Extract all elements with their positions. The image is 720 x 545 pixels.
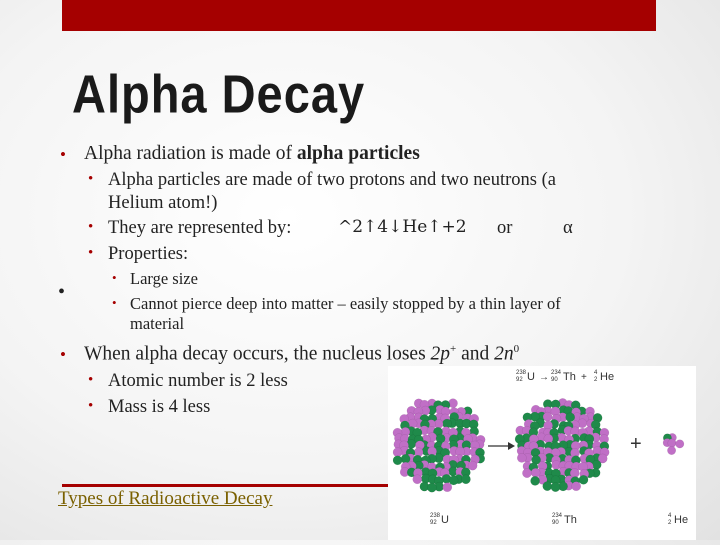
nucleon	[667, 446, 675, 454]
property-penetration-cont: material	[130, 314, 185, 333]
nucleon	[592, 460, 601, 469]
top-accent-bar	[62, 0, 656, 31]
thorium-nucleus	[515, 398, 609, 491]
bullet-marker: •	[60, 145, 66, 164]
bullet-marker: •	[88, 171, 94, 187]
caption-he-symbol: He	[674, 514, 689, 526]
bullet-marker: •	[88, 245, 94, 261]
and-text: and	[456, 343, 495, 365]
nucleon	[413, 475, 422, 484]
caption-u-number: 92	[430, 520, 437, 526]
eq-th-number: 90	[551, 377, 558, 383]
alpha-notation-formula: ^2↑4↓He↑+2	[338, 217, 467, 237]
bullet-alpha-composition: Alpha particles are made of two protons and two neutrons (a	[108, 170, 556, 190]
nucleon	[393, 448, 402, 457]
bullet-marker: •	[60, 345, 66, 364]
bullet-representation: They are represented by:	[108, 218, 292, 238]
nucleon	[393, 456, 402, 465]
nucleon	[443, 483, 452, 492]
bullet-marker: •	[88, 219, 94, 235]
caption-th-mass: 234	[552, 513, 563, 519]
eq-arrow: →	[539, 372, 549, 383]
caption-th-number: 90	[552, 520, 559, 526]
caption-he-mass: 4	[668, 513, 672, 519]
nucleon	[676, 440, 684, 448]
nucleon	[668, 439, 676, 447]
alpha-symbol: α	[563, 218, 573, 238]
caption-he-number: 2	[668, 520, 672, 526]
nucleon	[566, 413, 575, 422]
nucleon	[572, 482, 581, 491]
uranium-nucleus	[393, 399, 485, 493]
caption-th-symbol: Th	[564, 514, 577, 526]
eq-plus: +	[581, 372, 587, 383]
bullet-marker: •	[88, 398, 94, 414]
two-protons-text: 2p	[430, 343, 451, 365]
bullet-atomic-number: Atomic number is 2 less	[108, 371, 288, 391]
nucleon	[517, 453, 526, 462]
decay-arrow-icon	[488, 442, 515, 450]
eq-th-mass: 234	[551, 370, 562, 376]
types-of-decay-link[interactable]: Types of Radioactive Decay	[58, 488, 273, 509]
slide-title: Alpha Decay	[72, 63, 366, 125]
neutron-charge-sup: 0	[513, 343, 520, 355]
nucleon	[427, 483, 436, 492]
bullet-marker: •	[112, 295, 117, 310]
two-neutrons-text: 2n	[494, 343, 514, 365]
helium-nucleus	[663, 433, 684, 454]
nucleon	[531, 468, 540, 477]
bullet-alpha-decay-loss	[84, 344, 519, 364]
bullet-alpha-composition-cont: Helium atom!)	[108, 193, 218, 213]
eq-u-number: 92	[516, 377, 523, 383]
divider-line	[62, 484, 390, 487]
nucleon	[543, 482, 552, 491]
stray-bullet: •	[58, 281, 66, 303]
proton-charge-sup: +	[450, 343, 457, 355]
caption-u-mass: 238	[430, 513, 441, 519]
nucleon	[531, 476, 540, 485]
eq-he-symbol: He	[600, 371, 615, 383]
eq-u-symbol: U	[527, 371, 535, 383]
nucleon	[543, 412, 552, 421]
nucleon	[579, 475, 588, 484]
bullet-properties: Properties:	[108, 244, 189, 264]
eq-he-mass: 4	[594, 370, 598, 376]
property-large-size: Large size	[130, 269, 198, 288]
nucleon	[522, 469, 531, 478]
eq-he-number: 2	[594, 377, 598, 383]
nucleon	[468, 461, 477, 470]
bullet-marker: •	[88, 372, 94, 388]
property-penetration: Cannot pierce deep into matter – easily stopped by a thin layer of	[130, 294, 561, 313]
bullet-text: When alpha decay occurs, the nucleus loses	[84, 343, 431, 365]
nucleon	[551, 483, 560, 492]
eq-th-symbol: Th	[563, 371, 576, 383]
bullet-mass: Mass is 4 less	[108, 397, 211, 417]
or-text: or	[497, 218, 513, 238]
decay-diagram-svg	[388, 366, 696, 540]
bullet-marker: •	[112, 270, 117, 285]
bullet-text: Alpha radiation is made of	[84, 143, 297, 164]
nucleon	[461, 475, 470, 484]
eq-u-mass: 238	[516, 370, 527, 376]
bullet-alpha-radiation	[84, 144, 420, 164]
plus-sign: +	[630, 433, 642, 455]
alpha-decay-diagram	[388, 366, 696, 540]
bullet-bold-text: alpha particles	[296, 143, 420, 164]
caption-u-symbol: U	[441, 514, 449, 526]
